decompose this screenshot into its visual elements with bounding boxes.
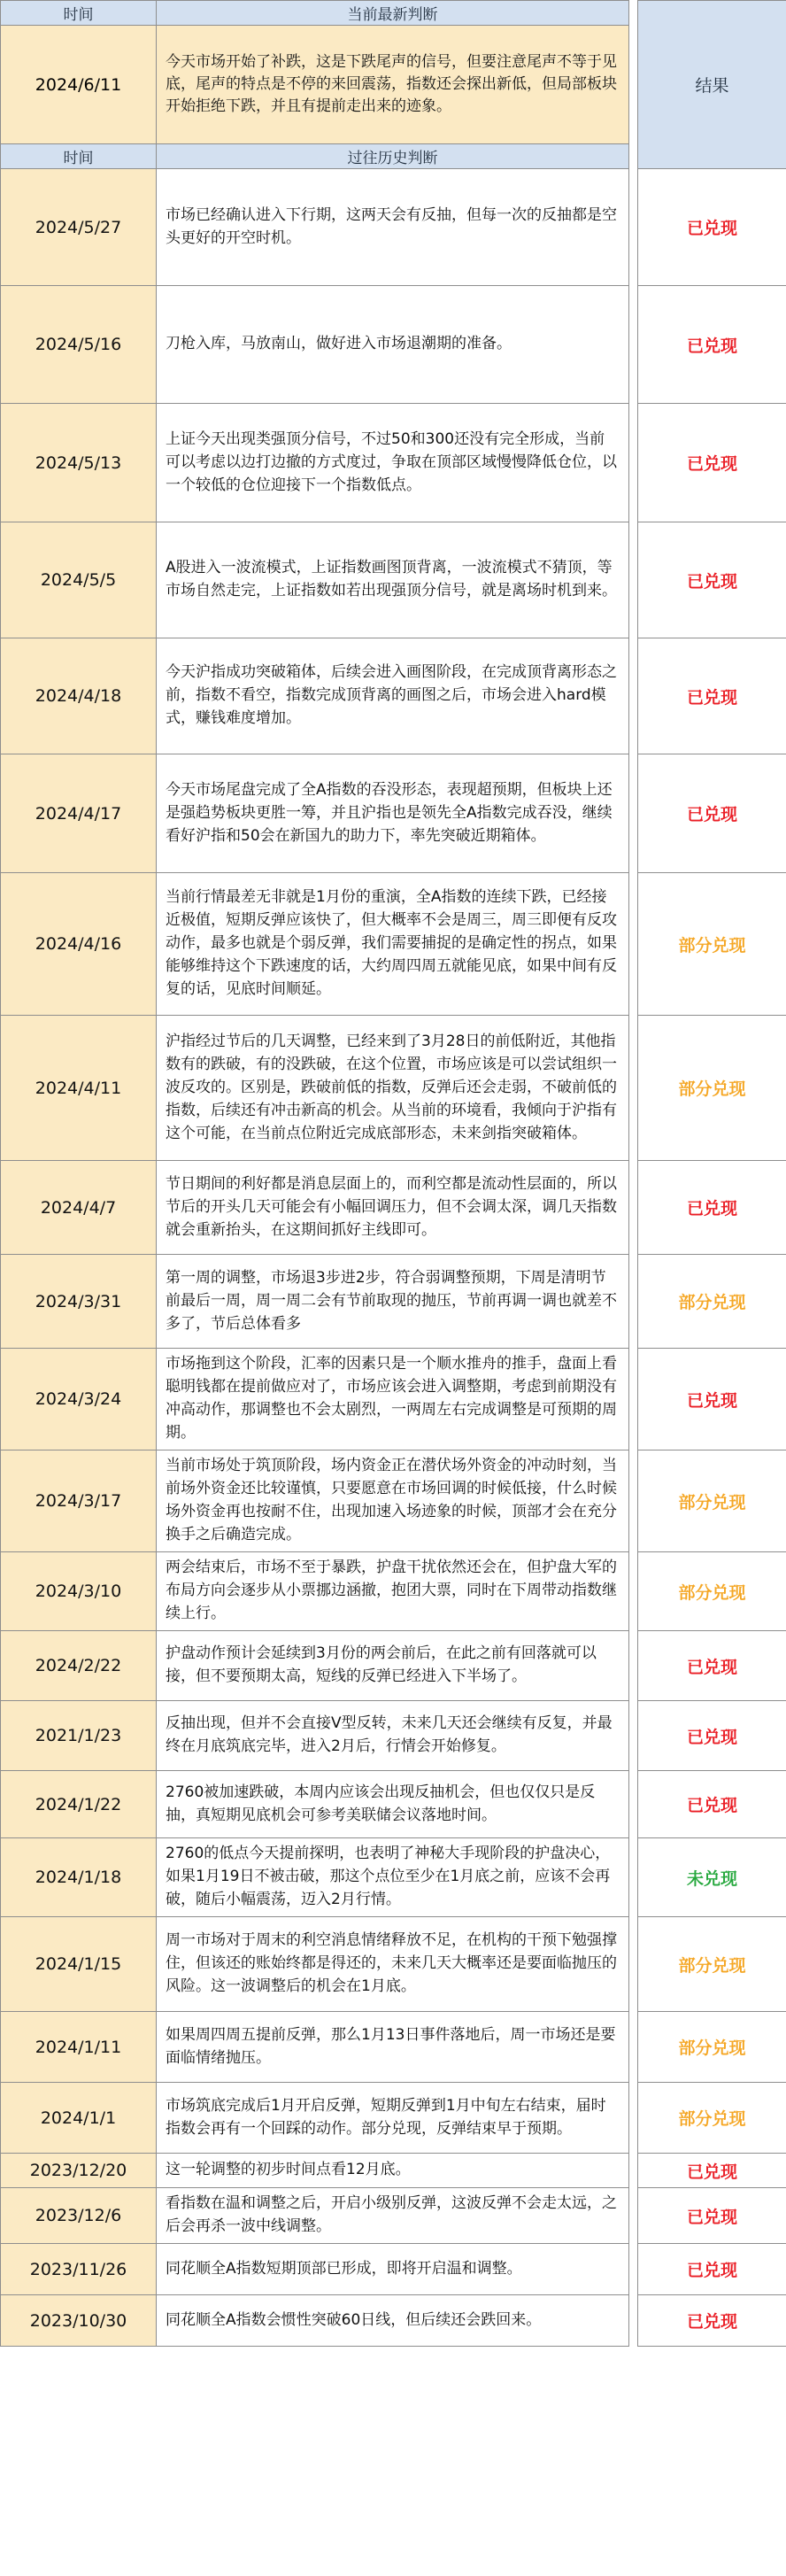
- history-row: [1, 1838, 786, 1917]
- history-date: 2024/1/1: [1, 2083, 157, 2154]
- history-text: 护盘动作预计会延续到3月份的两会前后，在此之前有回落就可以接，但不要预期太高，短线的反弹已经进入下半场了。: [157, 1631, 629, 1701]
- history-time-header: 时间: [1, 144, 157, 169]
- history-result-badge: 部分兑现: [638, 2012, 786, 2083]
- history-date: 2024/3/31: [1, 1255, 157, 1349]
- gap-cell: [629, 1701, 638, 1771]
- history-result-badge: 已兑现: [638, 754, 786, 873]
- gap-cell: [629, 2012, 638, 2083]
- history-text: 今天市场尾盘完成了全A指数的吞没形态，表现超预期，但板块上还是强趋势板块更胜一筹，并且沪指也是领先全A指数完成吞没，继续看好沪指和50会在新国九的助力下，率先突破近期箱体。: [157, 754, 629, 873]
- history-result-badge: 已兑现: [638, 286, 786, 404]
- history-row: [1, 754, 786, 873]
- history-title-header: 过往历史判断: [157, 144, 629, 169]
- history-text: 同花顺全A指数会惯性突破60日线，但后续还会跌回来。: [157, 2295, 629, 2347]
- history-row: [1, 2012, 786, 2083]
- gap-cell: [629, 1552, 638, 1631]
- current-time-header: 时间: [1, 1, 157, 26]
- history-text: 这一轮调整的初步时间点看12月底。: [157, 2154, 629, 2188]
- history-text: 两会结束后，市场不至于暴跌，护盘干扰依然还会在，但护盘大军的布局方向会逐步从小票挪边涵撤，抱团大票，同时在下周带动指数继续上行。: [157, 1552, 629, 1631]
- history-result-badge: 已兑现: [638, 1161, 786, 1255]
- history-result-badge: 部分兑现: [638, 2083, 786, 2154]
- history-row: [1, 1255, 786, 1349]
- history-row: [1, 1161, 786, 1255]
- history-date: 2024/2/22: [1, 1631, 157, 1701]
- history-result-badge: 部分兑现: [638, 1450, 786, 1552]
- gap-cell: [629, 1161, 638, 1255]
- history-row: [1, 2188, 786, 2244]
- history-date: 2021/1/23: [1, 1701, 157, 1771]
- history-date: 2024/5/27: [1, 169, 157, 286]
- history-text: 周一市场对于周末的利空消息情绪释放不足，在机构的干预下勉强撑住，但该还的账始终都是得还的，未来几天大概率还是要面临抛压的风险。这一波调整后的机会在1月底。: [157, 1917, 629, 2012]
- history-date: 2024/1/15: [1, 1917, 157, 2012]
- history-text: 当前市场处于筑顶阶段，场内资金正在潜伏场外资金的冲动时刻，当前场外资金还比较谨慎，只要愿意在市场回调的时候低接，什么时候场外资金再也按耐不住，出现加速入场迹象的时候，顶部才会在充分换手之后确造完成。: [157, 1450, 629, 1552]
- history-result-badge: 已兑现: [638, 522, 786, 638]
- gap-cell: [629, 873, 638, 1016]
- history-result-badge: 已兑现: [638, 2188, 786, 2244]
- result-label: 结果: [638, 1, 786, 169]
- current-text: 今天市场开始了补跌，这是下跌尾声的信号，但要注意尾声不等于见底，尾声的特点是不停的来回震荡，指数还会探出新低，但局部板块开始拒绝下跌，并且有提前走出来的迹象。: [157, 26, 629, 144]
- history-date: 2024/4/18: [1, 638, 157, 754]
- history-row: [1, 1016, 786, 1161]
- history-text: 沪指经过节后的几天调整，已经来到了3月28日的前低附近，其他指数有的跌破，有的没跌破，在这个位置，市场应该是可以尝试组织一波反攻的。区别是，跌破前低的指数，反弹后还会走弱，不破前低的指数，后续还有冲击新高的机会。从当前的环境看，我倾向于沪指有这个可能，在当前点位附近完成底部形态，未来剑指突破箱体。: [157, 1016, 629, 1161]
- gap-cell: [629, 754, 638, 873]
- history-text: 刀枪入库，马放南山，做好进入市场退潮期的准备。: [157, 286, 629, 404]
- history-result-badge: 已兑现: [638, 638, 786, 754]
- history-date: 2024/3/24: [1, 1349, 157, 1450]
- history-result-badge: 已兑现: [638, 404, 786, 522]
- gap-cell: [629, 1771, 638, 1838]
- history-date: 2024/1/22: [1, 1771, 157, 1838]
- history-text: 今天沪指成功突破箱体，后续会进入画图阶段，在完成顶背离形态之前，指数不看空，指数完成顶背离的画图之后，市场会进入hard模式，赚钱难度增加。: [157, 638, 629, 754]
- history-text: A股进入一波流模式，上证指数画图顶背离，一波流模式不猜顶，等市场自然走完，上证指数如若出现强顶分信号，就是离场时机到来。: [157, 522, 629, 638]
- history-result-badge: 已兑现: [638, 1631, 786, 1701]
- history-text: 市场筑底完成后1月开启反弹，短期反弹到1月中旬左右结束，届时指数会再有一个回踩的动作。部分兑现，反弹结束早于预期。: [157, 2083, 629, 2154]
- history-text: 2760的低点今天提前探明，也表明了神秘大手现阶段的护盘决心，如果1月19日不被击破，那这个点位至少在1月底之前，应该不会再破，随后小幅震荡，迈入2月行情。: [157, 1838, 629, 1917]
- gap-cell: [629, 404, 638, 522]
- history-row: [1, 2083, 786, 2154]
- history-text: 同花顺全A指数短期顶部已形成，即将开启温和调整。: [157, 2244, 629, 2295]
- history-date: 2024/4/16: [1, 873, 157, 1016]
- history-row: [1, 1450, 786, 1552]
- gap-cell: [629, 2244, 638, 2295]
- history-text: 如果周四周五提前反弹，那么1月13日事件落地后，周一市场还是要面临情绪抛压。: [157, 2012, 629, 2083]
- history-row: [1, 2295, 786, 2347]
- history-text: 市场已经确认进入下行期，这两天会有反抽，但每一次的反抽都是空头更好的开空时机。: [157, 169, 629, 286]
- history-date: 2024/1/18: [1, 1838, 157, 1917]
- history-date: 2023/10/30: [1, 2295, 157, 2347]
- history-result-badge: 已兑现: [638, 2244, 786, 2295]
- gap-cell: [629, 26, 638, 144]
- gap-cell: [629, 2188, 638, 2244]
- history-row: [1, 404, 786, 522]
- history-result-badge: 部分兑现: [638, 1255, 786, 1349]
- history-row: [1, 522, 786, 638]
- history-text: 当前行情最差无非就是1月份的重演，全A指数的连续下跌，已经接近极值，短期反弹应该快了，但大概率不会是周三，周三即便有反攻动作，最多也就是个弱反弹，我们需要捕捉的是确定性的拐点，如果能够维持这个下跌速度的话，大约周四周五就能见底，如果中间有反复的话，见底时间顺延。: [157, 873, 629, 1016]
- history-row: [1, 1701, 786, 1771]
- history-result-badge: 未兑现: [638, 1838, 786, 1917]
- gap-cell: [629, 2083, 638, 2154]
- history-text: 节日期间的利好都是消息层面上的，而利空都是流动性层面的，所以节后的开头几天可能会有小幅回调压力，但不会调太深，调几天指数就会重新抬头，在这期间抓好主线即可。: [157, 1161, 629, 1255]
- history-text: 2760被加速跌破，本周内应该会出现反抽机会，但也仅仅只是反抽，真短期见底机会可参考美联储会议落地时间。: [157, 1771, 629, 1838]
- current-date: 2024/6/11: [1, 26, 157, 144]
- history-text: 上证今天出现类强顶分信号，不过50和300还没有完全形成，当前可以考虑以边打边撤的方式度过，争取在顶部区域慢慢降低仓位，以一个较低的仓位迎接下一个指数低点。: [157, 404, 629, 522]
- history-result-badge: 部分兑现: [638, 1917, 786, 2012]
- history-text: 反抽出现，但并不会直接V型反转，未来几天还会继续有反复，并最终在月底筑底完毕，进入2月后，行情会开始修复。: [157, 1701, 629, 1771]
- history-row: [1, 2244, 786, 2295]
- gap-cell: [629, 286, 638, 404]
- history-date: 2024/1/11: [1, 2012, 157, 2083]
- history-date: 2024/3/17: [1, 1450, 157, 1552]
- gap-cell: [629, 1255, 638, 1349]
- history-row: [1, 1349, 786, 1450]
- history-text: 市场拖到这个阶段，汇率的因素只是一个顺水推舟的推手，盘面上看聪明钱都在提前做应对了，市场应该会进入调整期，考虑到前期没有冲高动作，那调整也不会太剧烈，一两周左右完成调整是可预期的周期。: [157, 1349, 629, 1450]
- history-date: 2024/4/11: [1, 1016, 157, 1161]
- gap-cell: [629, 1917, 638, 2012]
- history-row: [1, 1631, 786, 1701]
- history-date: 2023/12/6: [1, 2188, 157, 2244]
- current-title-header: 当前最新判断: [157, 1, 629, 26]
- history-date: 2024/5/5: [1, 522, 157, 638]
- current-header-row: [1, 1, 786, 26]
- history-row: [1, 169, 786, 286]
- history-result-badge: 已兑现: [638, 2295, 786, 2347]
- gap-cell: [629, 1349, 638, 1450]
- history-date: 2024/5/16: [1, 286, 157, 404]
- history-date: 2024/3/10: [1, 1552, 157, 1631]
- gap-cell: [629, 1016, 638, 1161]
- history-date: 2023/12/20: [1, 2154, 157, 2188]
- history-result-badge: 已兑现: [638, 1349, 786, 1450]
- history-date: 2024/4/7: [1, 1161, 157, 1255]
- history-row: [1, 873, 786, 1016]
- gap-cell: [629, 2154, 638, 2188]
- history-result-badge: 已兑现: [638, 1771, 786, 1838]
- gap-cell: [629, 144, 638, 169]
- history-result-badge: 已兑现: [638, 1701, 786, 1771]
- gap-cell: [629, 1450, 638, 1552]
- history-row: [1, 286, 786, 404]
- history-row: [1, 2154, 786, 2188]
- history-result-badge: 部分兑现: [638, 1016, 786, 1161]
- history-row: [1, 638, 786, 754]
- history-text: 第一周的调整，市场退3步进2步，符合弱调整预期，下周是清明节前最后一周，周一周二会有节前取现的抛压，节前再调一调也就差不多了，节后总体看多: [157, 1255, 629, 1349]
- gap-cell: [629, 522, 638, 638]
- history-result-badge: 已兑现: [638, 169, 786, 286]
- history-date: 2023/11/26: [1, 2244, 157, 2295]
- history-row: [1, 1552, 786, 1631]
- history-date: 2024/5/13: [1, 404, 157, 522]
- gap-cell: [629, 2295, 638, 2347]
- history-result-badge: 部分兑现: [638, 873, 786, 1016]
- history-date: 2024/4/17: [1, 754, 157, 873]
- history-row: [1, 1771, 786, 1838]
- history-result-badge: 已兑现: [638, 2154, 786, 2188]
- history-text: 看指数在温和调整之后，开启小级别反弹，这波反弹不会走太远，之后会再杀一波中线调整。: [157, 2188, 629, 2244]
- gap-cell: [629, 169, 638, 286]
- gap-cell: [629, 1838, 638, 1917]
- history-result-badge: 部分兑现: [638, 1552, 786, 1631]
- gap-cell: [629, 1, 638, 26]
- gap-cell: [629, 638, 638, 754]
- history-row: [1, 1917, 786, 2012]
- gap-cell: [629, 1631, 638, 1701]
